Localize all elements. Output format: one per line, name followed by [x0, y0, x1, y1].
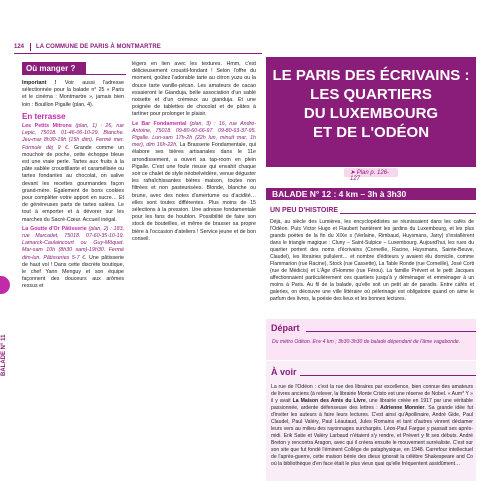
page-number: 124 [14, 44, 25, 50]
depart-heading: Départ [271, 323, 300, 333]
ou-manger-heading [22, 62, 86, 75]
header-rule [14, 53, 262, 54]
intro-paragraph [22, 80, 124, 109]
venue3-address: (plan, 3) : 16, rue André-Antoine, 75018. 09-80-60-66-97. 09-80-63-37-95. Pigalle. Lun-sam 17h-2h (22h lun, minuit mar, 1h mer), dim 16h-22h. [132, 120, 257, 149]
en-terrasse-heading: En terrasse [22, 111, 66, 121]
chapter-title-line-2: LES QUARTIERS [310, 86, 432, 103]
left-column [22, 80, 124, 293]
side-tab-label: BALADE N° 11 [1, 334, 7, 376]
chapter-title-line-1: LE PARIS DES ÉCRIVAINS : [272, 67, 470, 84]
voir-bold-2: Adrienne Monnier [380, 405, 425, 411]
ou-manger-label: Où manger ? [26, 64, 76, 73]
voir-text-2: , une librairie créée en 1917 par une véritable passionnée, ardente défenseuse des lettres : [271, 398, 473, 411]
balade-bar [266, 188, 476, 200]
chapter-title-line-4: ET DE L'ODÉON [312, 124, 430, 141]
page-header [0, 41, 262, 53]
venue3-name[interactable]: Le Bar Fondamental [132, 120, 187, 127]
venue2-name[interactable]: La Goutte d'Or Pâtisserie [22, 225, 87, 232]
intro-text: Voir aussi l'adresse sélectionnée pour la balade n° 25 « Paris et le cinéma : Montmartre », jamais bien loin : Bouillon Pigalle (plan, 4). [22, 80, 124, 108]
middle-column [132, 61, 256, 245]
balade-label: BALADE N° 12 : 4 km – 3h à 3h30 [272, 189, 407, 199]
voir-section [266, 361, 476, 481]
venue-bar-fondamental [132, 121, 256, 243]
voir-text-block [271, 384, 473, 470]
venue2-address: (plan, 2) : 183, rue Marcadet, 75018. 07-60-35-10-19. Lamarck-Caulaincourt ou Guy-Môquet. Mar-sam 10h (8h30 sam)-19h30. Fermé dim-lun. Pâtisseries 5-7 €. [22, 225, 124, 261]
venue1-description: Grande comme un mouchoir de poche, cette échoppe bleue est une vraie perle. Tartes aux fruits à la pâte sablée croustillante et caramélisée ou tartes fondantes au chocolat, on salive devant les recettes gourmandes façon grand-mère. Également de bons cookies pour compléter votre apport en sucre… Et de généreuses parts de tartes salées. Le tout à emporter et à dévorer sur les marches du Sacré-Cœur. Accueil inégal. [22, 144, 124, 223]
side-tab [0, 318, 10, 382]
side-marker-dot [0, 276, 10, 294]
depart-section [266, 319, 476, 360]
histoire-rule [340, 213, 476, 214]
middle-text: légers en lien avec les textures. Hmm, c'est délicieusement croustil-fondant ! Selon l'offre du moment, goûtez l'adorable tarte au citron yuzu ou la douce tarte vanille-pécan. Les amateurs de cacao essaieront le Gianduja, belle association d'un sablé noisette et d'un crémeux au gianduja. Et une poignée de tablettes de chocolat et de pâtes à tartiner pour prolonger le plaisir. [132, 61, 256, 118]
header-separator [30, 43, 31, 51]
venue3-description: La Brasserie Fondamentale, qui élabore ses bières artisanales dans le 11e arrondissement, a ouvert sa tap-room en plein Pigalle. C'est une foule rieuse qui envahit chaque soir ce chalet de style néobelvédère, venue déguster les rafraîchissantes bières maison, toutes non filtrées et non pasteurisées. Blonde, blanche ou brune, avec des notes d'amertume ou d'acidité… elles sont toutes différentes. Plus moins de 15 sélections à la pression. Une adresse fondamentale pour les fans de houblon. Possibilité de faire son stock de bouteilles, et même de brasser sa propre bière à l'occasion d'ateliers ! Service jeune et de bon conseil. [132, 142, 257, 242]
depart-text-block [272, 339, 472, 348]
venue2-description: Une pâtisserie de haut vol ! Dans cette discrète boutique, le chef Yann Menguy et son équipe façonnent des douceurs aux arômes ressus et [22, 254, 124, 290]
voir-rule [300, 375, 476, 376]
intro-bold: Important ! [22, 80, 57, 86]
histoire-text: Déjà, au siècle des Lumières, les encyclopédistes se réunissaient dans les cafés de l'Odéon. Puis Victor Hugo et Flaubert hantèrent les jardins du Luxembourg, et les plus grands poètes de la fin du XIXe s (Verlaine, Rimbaud, Huysmans, Jarry) s'installèrent dans le triangle magique : Cluny – Saint-Sulpice – Luxembourg. Aujourd'hui, les rues du quartier portent des noms d'écrivains (Corneille, Racine, Huysmans, Sainte-Beuve, Claudel), les librairies pullulent… et nombre d'éditeurs y avaient élu domicile, comme Flammarion (rue Racine), Stock (rue Cassette), La Table Ronde (rue Corneille), José Corti (rue de Médicis) et L'Âge d'Homme (rue Férou). La famille Prévert et le petit Jacques affectionnaient particulièrement ces quartiers jusqu'à y déménager et emménager à un moins à Paris. Au fil de la balade, qu'elle soit un petit air de paradis. Entre cafés et galeries, on découvre une ville littéraire où pèlerinage est obligatoire quand on aime le parfum des livres, la poésie des lieux et les bonnes lectures. [270, 219, 474, 302]
voir-heading: À voir [271, 367, 297, 377]
voir-text-3: . Sa grande idée fut d'inviter les auteurs à faire leurs lectures. C'est ainsi qu'Apollinaire, André Gide, Paul Claudel, Paul Valéry, Paul Léautaud, Jules Romains et tant d'autres vinrent déclamer leurs vers au milieu des rayonnages surchargés. Léon-Paul Fargue y passait ses après-midi. Erik Satie et Valéry Larbaud n'étaient s'y rendre, et Prévert y fit ses débuts. André Breton y rencontra Aragon, avec qui il créera ensuite le mouvement surréaliste. C'est sur son site que fut fondé l'éminent Collège de pataphysique, en 1948. Carrefour intellectuel de l'après-guerre, cette maison bénie des dieux ignorait la célèbre Shakespeare and Co où la bibliothèque d'en face était le plus vieux quai qu'elle fréquentent assidûment… [271, 405, 473, 467]
voir-paragraph [271, 384, 473, 468]
venue-goutte-dor [22, 226, 124, 291]
venue-petits-mitrons [22, 123, 124, 224]
histoire-heading: UN PEU D'HISTOIRE [270, 207, 339, 214]
section-title: LA COMMUNE DE PARIS À MONTMARTRE [36, 44, 161, 50]
voir-bold-1: La Maison des Amis du Livre [292, 398, 366, 404]
depart-text: Du métro Odéon. Env 4 km ; 3h30-3h30 de balade dépendant de l'âme vagabonde. [272, 339, 461, 345]
histoire-text-block [270, 219, 474, 305]
chapter-title-box [266, 57, 476, 183]
venue1-address: (plan, 1) : 26, rue Lepic, 75018. 01-46-06-10-29. Blanche. Jeu-mar 8h30-19h (15h dim). Fermé mer. Formule déj 9 €. [22, 123, 125, 151]
plan-reference-label: ➤ Plan p. 126-127 [350, 170, 390, 182]
plan-reference[interactable] [344, 168, 398, 182]
ou-manger-rule [86, 74, 126, 75]
depart-rule [306, 331, 476, 332]
venue1-name[interactable]: Les Petits Mitrons [22, 123, 72, 130]
voir-text-1: La rue de l'Odéon : c'est la rue des libraires par excellence, bien connue des amateurs de livres anciens (à relever, la librairie Monte Cristo est une réserve de Nobel. « Aum* Y » il y avait [271, 384, 473, 404]
chapter-title-line-3: DU LUXEMBOURG [303, 105, 439, 122]
